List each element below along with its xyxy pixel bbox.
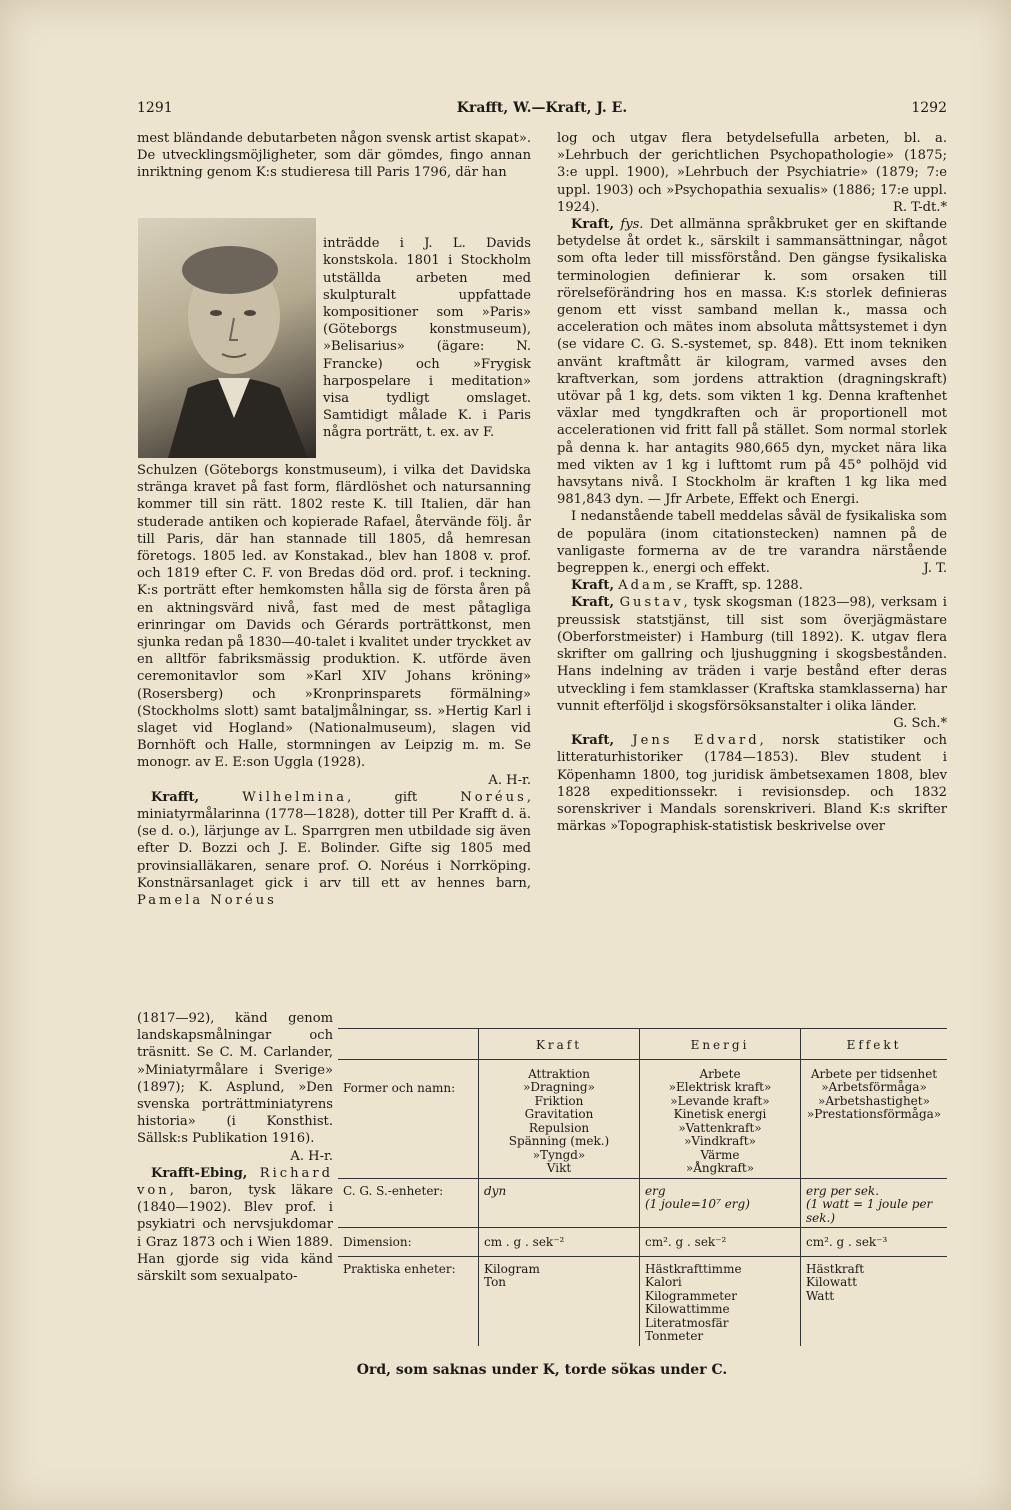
- cell-line: (1 watt = 1 joule per sek.): [806, 1197, 933, 1225]
- cell-line: »Arbetshastighet»: [818, 1093, 930, 1108]
- entry-text: log och utgav flera betydelsefulla arbeten, bl. a. »Lehrbuch der gerichtlichen Psychopathologie» (1875; 3:e uppl. 1900), »Lehrbuch der Psychiatrie» (1879; 7:e uppl. 1903) och »Psychopathia sexualis» (1886; 17:e uppl. 1924).: [557, 131, 947, 215]
- kraft-energi-effekt-table: [338, 1028, 947, 1346]
- entry-krafft-ebing: [137, 1165, 333, 1285]
- cell-line: Gravitation: [524, 1107, 594, 1121]
- page-number-right: 1292: [911, 100, 947, 116]
- header-title: Krafft, W.—Kraft, J. E.: [456, 100, 628, 116]
- left-column: [137, 130, 531, 182]
- entry-spouse: Noréus: [460, 789, 527, 805]
- table-cell: [801, 1256, 948, 1346]
- cell-line: »Vattenkraft»: [678, 1120, 762, 1135]
- cell-line: Kilowattimme: [645, 1302, 730, 1316]
- cell-line: Kilogram: [484, 1261, 540, 1276]
- cell-line: Literatmosfär: [645, 1315, 729, 1330]
- row-label: Dimension:: [338, 1228, 479, 1257]
- table-cell: [640, 1059, 801, 1178]
- cell-line: erg: [645, 1183, 666, 1198]
- entry-wilhelmina: [137, 789, 531, 909]
- running-header: [137, 100, 947, 122]
- column-header: Energi: [640, 1029, 801, 1060]
- signature: J. T.: [923, 561, 947, 577]
- cell-line: Watt: [806, 1288, 835, 1303]
- entry-name: Gustav: [619, 595, 684, 611]
- entry-text: I nedanstående tabell meddelas såväl de fysikaliska som de populära (inom citationstecken) namnen på de vanligaste formerna av de tre varandra närstående begreppen k., energi och effekt.: [557, 509, 947, 577]
- entry-head: Kraft,: [571, 578, 615, 594]
- signature: A. H-r.: [488, 772, 531, 788]
- cell-line: »Dragning»: [523, 1080, 595, 1094]
- left-narrow-column: [137, 1010, 333, 1285]
- entry-kraft-fys: [557, 216, 947, 508]
- cell-line: Arbete: [699, 1066, 741, 1081]
- entry-name: Jens Edvard: [632, 733, 760, 749]
- table-row: [338, 1059, 947, 1178]
- column-header: Effekt: [801, 1029, 948, 1060]
- signature: A. H-r.: [290, 1148, 333, 1164]
- table-corner: [338, 1029, 479, 1060]
- entry-text: , baron, tysk läkare (1840—1902). Blev prof. i psykiatri och nervsjukdomar i Graz 1873 och i Wien 1889. Han gjorde sig vida känd särskilt som sexualpato-: [137, 1183, 333, 1285]
- cell-line: Hästkrafttimme: [645, 1261, 742, 1276]
- table-cell: [801, 1178, 948, 1228]
- entry-text: , tysk skogsman (1823—98), verksam i preussisk statstjänst, till sist som överjägmästare (Oberforstmeister) i Hamburg (till 1892). K. utgav flera skrifter om gallring och ljushuggning i skogsbestånden. Hans indelning av träden i varje bestånd efter deras utveckling i fem stamklasser (Kraftska stamklasserna) har vunnit efterföljd i skogsförsöksanstalter i olika länder.: [557, 595, 947, 714]
- table-header-row: [338, 1029, 947, 1060]
- krafft-w-intro: mest bländande debutarbeten någon svensk artist skapat». De utvecklingsmöjligheter, som där gömdes, fingo annan inriktning genom K:s studieresa till Paris 1796, där han: [137, 131, 531, 181]
- left-column-body: [137, 462, 531, 909]
- cell-line: Attraktion: [528, 1066, 590, 1081]
- entry-head: Kraft,: [571, 733, 615, 749]
- entry-text: , norsk statistiker och litteraturhistoriker (1784—1853). Blev student i Köpenhamn 1800, tog juridisk ämbetsexamen 1808, blev 1828 expeditionssekr. i revisionsdep. och 1832 sorenskriver i Mandals sorenskriveri. Bland K:s skrifter märkas »Topographisk-statistisk beskrivelse over: [557, 733, 947, 835]
- entry-text: , miniatyrmålarinna (1778—1828), dotter till Per Krafft d. ä. (se d. o.), lärjunge av L. Sparrgren men utbildade sig även efter D. Bozzi och J. E. Bolinder. Gifte sig 1805 med provinsialläkaren, senare prof. O. Noréus i Norrköping. Konstnärsanlaget gick i arv till ett av hennes barn,: [137, 789, 531, 891]
- cell-line: Vikt: [546, 1161, 572, 1175]
- cell-line: Värme: [700, 1147, 740, 1162]
- table-cell: [801, 1059, 948, 1178]
- cell-line: (1 joule=10⁷ erg): [645, 1197, 750, 1211]
- cell-line: erg per sek.: [806, 1183, 880, 1198]
- entry-head: Krafft-Ebing,: [151, 1165, 248, 1181]
- entry-head: Krafft,: [151, 789, 200, 805]
- cell-line: »Ångkraft»: [685, 1161, 755, 1175]
- cell-line: Repulsion: [528, 1120, 590, 1135]
- cell-line: »Vindkraft»: [684, 1134, 756, 1148]
- cell-line: Kilogrammeter: [645, 1288, 737, 1303]
- entry-name: Adam: [618, 578, 669, 594]
- table-cell: cm . g . sek⁻²: [479, 1228, 640, 1257]
- krafft-w-body: Schulzen (Göteborgs konstmuseum), i vilka det Davidska stränga kravet på fast form, flärdlöshet och natursanning kommer till sin rätt. 1802 reste K. till Italien, där han studerade antiken och kopierade Rafael, återvände följ. år till Paris, där han stannade till 1805, då hemresan företogs. 1805 led. av Konstakad., blev han 1808 v. prof. och 1819 efter C. F. von Bredas död ord. prof. i teckning. K:s porträtt efter hemkomsten hålla sig de första åren på en aktningsvärd nivå, fast med de mest påtagliga erinringar om Davids och Gérards porträttkonst, men sjunka redan på 1830—40-talet i kvalitet under tryckket av en alltför fabriksmässig produktion. K. utförde även ceremonitavlor som »Karl XIV Johans kröning» (Rosersberg) och »Kronprinsparets förmälning» (Stockholms slott) samt bataljmålningar, ss. »Hertig Karl i slaget vid Hogland» (Nationalmuseum), slagen vid Bornhöft och Halle, stormningen av Leipzig m. m. Se monogr. av E. E:son Uggla (1928).: [137, 463, 531, 771]
- cell-line: Tonmeter: [645, 1329, 704, 1343]
- cell-line: Kinetisk energi: [673, 1107, 767, 1121]
- cell-line: Ton: [484, 1275, 507, 1289]
- cell-line: dyn: [484, 1183, 507, 1198]
- row-label: Praktiska enheter:: [338, 1256, 479, 1346]
- table-row: [338, 1178, 947, 1228]
- table-row: [338, 1228, 947, 1257]
- page-number-left: 1291: [137, 100, 173, 116]
- table-cell: [640, 1256, 801, 1346]
- signature: G. Sch.*: [893, 715, 947, 731]
- entry-kraft-fys-p2: [557, 508, 947, 577]
- noreus-text: (1817—92), känd genom landskapsmålningar och träsnitt. Se C. M. Carlander, »Miniatyrmålare i Sverige» (1897); K. Asplund, »Den svenska porträttminiatyrens historia» (i Konsthist. Sällsk:s Publikation 1916).: [137, 1011, 333, 1147]
- table-cell: [479, 1059, 640, 1178]
- krafft-ebing-cont: [557, 130, 947, 216]
- footer-note: Ord, som saknas under K, torde sökas under C.: [356, 1362, 728, 1378]
- cell-line: Friktion: [534, 1093, 584, 1108]
- table-cell: cm². g . sek⁻³: [801, 1228, 948, 1257]
- right-column: [557, 130, 947, 835]
- entry-name: Richard von: [137, 1165, 333, 1199]
- cell-line: »Elektrisk kraft»: [668, 1080, 772, 1094]
- entry-kraft-jens: [557, 732, 947, 835]
- cell-line: »Tyngd»: [532, 1147, 586, 1162]
- entry-field: fys.: [620, 217, 644, 233]
- cell-line: Arbete per tidsenhet: [810, 1066, 938, 1081]
- entry-text: , gift: [347, 789, 418, 805]
- entry-head: Kraft,: [571, 217, 615, 233]
- table-cell: cm². g . sek⁻²: [640, 1228, 801, 1257]
- row-label: Former och namn:: [338, 1059, 479, 1178]
- cell-line: Spänning (mek.): [508, 1134, 610, 1148]
- entry-text: Det allmänna språkbruket ger en skiftande betydelse åt ordet k., särskilt i sammansättningar, något som ofta leder till missförstånd. Den gängse fysikaliska terminologien definierar k. som orsaken till rörelseförändring hos en massa. K:s storlek definieras genom ett visst samband mellan k., massa och acceleration och mätes inom absoluta måttsystemet i dyn (se vidare C. G. S.-systemet, sp. 848). Ett inom tekniken använt kraftmått är kilogram, varmed avses den kraftverkan, som jordens attraktion (dragningskraft) utövar på 1 kg, dets. som vikten 1 kg. Denna kraftenhet växlar med tyngdkraften och är proportionell mot accelerationen vid fritt fall på stället. Som normal storlek på denna k. har antagits 980,665 dyn, mycket nära lika med vikten av 1 kg i lufttomt rum på 45° polhöjd vid havsytans nivå. I Stockholm är kraften 1 kg lika med 981,843 dyn. — Jfr Arbete, Effekt och Energi.: [557, 217, 947, 508]
- entry-name: Wilhelmina: [242, 789, 348, 805]
- table-row: [338, 1256, 947, 1346]
- cell-line: »Levande kraft»: [670, 1093, 770, 1108]
- portrait-wrap-text: [323, 222, 531, 455]
- table-cell: [479, 1178, 640, 1228]
- row-label: C. G. S.-enheter:: [338, 1178, 479, 1228]
- cell-line: Hästkraft: [806, 1261, 865, 1276]
- entry-child: Pamela Noréus: [137, 893, 277, 909]
- krafft-w-wrap: inträdde i J. L. Davids konstskola. 1801 i Stockholm utställda arbeten med skulpturalt uppfattade kompositioner som »Paris» (Göteborgs konstmuseum), »Belisarius» (ägare: N. Francke) och »Frygisk harpospelare i meditation» visa tydligt omslaget. Samtidigt målade K. i Paris några porträtt, t. ex. av F.: [323, 236, 531, 441]
- entry-text: , se Krafft, sp. 1288.: [668, 578, 803, 594]
- table-cell: [479, 1256, 640, 1346]
- entry-kraft-gustav: [557, 594, 947, 731]
- table-cell: [640, 1178, 801, 1228]
- entry-kraft-adam: [557, 577, 947, 594]
- signature: R. T-dt.*: [892, 199, 947, 215]
- column-header: Kraft: [479, 1029, 640, 1060]
- cell-line: »Arbetsförmåga»: [821, 1080, 927, 1094]
- entry-head: Kraft,: [571, 595, 615, 611]
- cell-line: Kilowatt: [806, 1275, 857, 1289]
- cell-line: »Prestationsförmåga»: [806, 1107, 942, 1121]
- portrait-image: [138, 218, 316, 458]
- cell-line: Kalori: [645, 1275, 682, 1289]
